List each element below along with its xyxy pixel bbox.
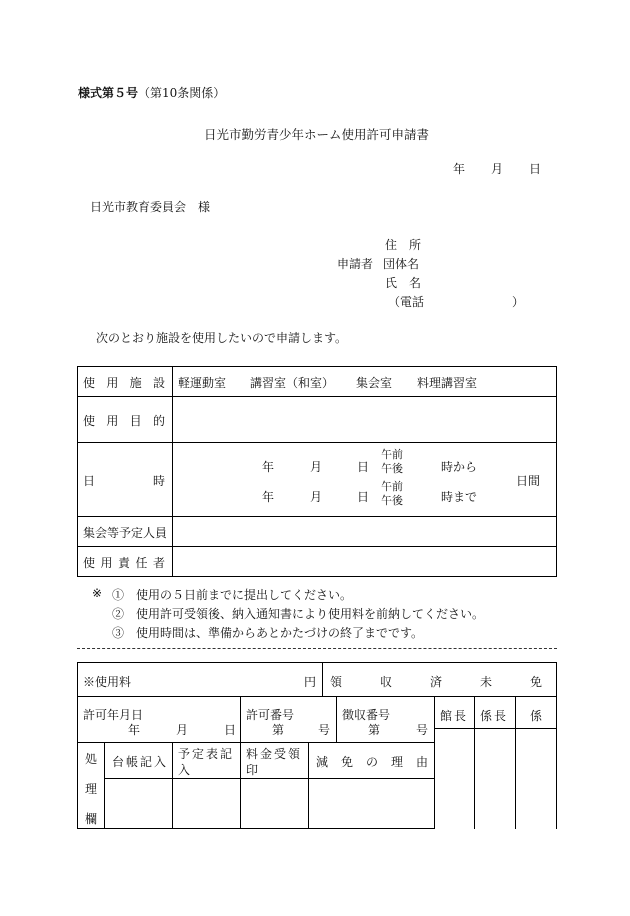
responsible-field[interactable] (173, 547, 555, 575)
notes-mark: ※ (92, 586, 103, 600)
intro-text: 次のとおり施設を使用したいので申請します。 (96, 331, 348, 345)
receipt-status: 領 収 済 未 免 (330, 675, 542, 689)
phone-open: （電話 (388, 295, 425, 309)
purpose-label: 使 用 目 的 (83, 414, 165, 428)
receipt-no-label: 徴収番号 (342, 708, 391, 722)
fee-receipt-label-2: 印 (246, 763, 259, 777)
from-month: 月 (310, 460, 323, 474)
to-suffix: 時まで (441, 490, 478, 504)
document-title: 日光市勤労青少年ホーム使用許可申請書 (204, 127, 430, 142)
form-number (78, 84, 225, 101)
phone-close: ） (512, 295, 525, 309)
attendees-label: 集会等予定人員 (83, 526, 168, 540)
processing-label-2: 理 (85, 782, 98, 796)
processing-label-1: 処 (85, 752, 98, 766)
ledger-label: 台帳記入 (112, 755, 169, 769)
from-am: 午前 (381, 448, 403, 461)
form-reference: （第10条関係） (138, 86, 226, 100)
approver-staff: 係 (530, 709, 543, 723)
permit-date-label: 許可年月日 (83, 708, 144, 722)
permit-no-prefix: 第 (272, 723, 285, 737)
date-day: 日 (529, 162, 542, 176)
from-suffix: 時から (441, 460, 478, 474)
facility-option-lecture-room[interactable]: 講習室（和室） (250, 376, 335, 390)
organization-label: 団体名 (383, 257, 420, 271)
facility-option-meeting-room[interactable]: 集会室 (356, 376, 393, 390)
to-month: 月 (310, 490, 323, 504)
permit-day: 日 (224, 723, 237, 737)
approver-chief: 係長 (480, 709, 509, 723)
permit-no-label: 許可番号 (246, 708, 295, 722)
note-item: ② 使用許可受領後、納入通知書により使用料を前納してください。 (112, 607, 485, 621)
form-label: 様式第５号 (78, 86, 139, 100)
schedule-label-1: 予定表記 (178, 747, 235, 761)
receipt-no-prefix: 第 (368, 723, 381, 737)
to-pm: 午後 (381, 494, 403, 507)
receipt-no-suffix: 号 (416, 723, 429, 737)
fee-label: ※使用料 (83, 675, 132, 689)
facility-option-light-exercise[interactable]: 軽運動室 (178, 376, 227, 390)
attendees-field[interactable] (173, 517, 555, 545)
addressee: 日光市教育委員会 様 (90, 200, 211, 214)
datetime-label: 日 時 (83, 474, 165, 488)
to-am: 午前 (381, 480, 403, 493)
from-pm: 午後 (381, 462, 403, 475)
permit-month: 月 (176, 723, 189, 737)
address-label: 住 所 (385, 238, 422, 252)
date-year: 年 (453, 162, 466, 176)
fee-receipt-label-1: 料金受領 (246, 747, 303, 761)
facility-option-cooking-room[interactable]: 料理講習室 (417, 376, 478, 390)
note-item: ③ 使用時間は、準備からあとかたづけの終了までです。 (112, 626, 424, 640)
facility-label: 使 用 施 設 (83, 376, 165, 390)
permit-no-suffix: 号 (318, 723, 331, 737)
permit-year: 年 (128, 723, 141, 737)
cut-line (77, 648, 557, 649)
processing-label-3: 欄 (85, 812, 98, 826)
from-year: 年 (262, 460, 275, 474)
from-day: 日 (357, 460, 370, 474)
yen-label: 円 (304, 675, 317, 689)
approver-director: 館長 (440, 709, 469, 723)
purpose-field[interactable] (173, 397, 555, 441)
schedule-label-2: 入 (178, 763, 191, 777)
note-item: ① 使用の５日前までに提出してください。 (112, 588, 353, 602)
to-day: 日 (357, 490, 370, 504)
to-year: 年 (262, 490, 275, 504)
applicant-label: 申請者 (337, 257, 374, 271)
days-label: 日間 (516, 474, 541, 488)
name-label: 氏 名 (385, 276, 422, 290)
reduction-reason-label: 減 免 の 理 由 (316, 755, 428, 769)
date-month: 月 (491, 162, 504, 176)
responsible-label: 使 用 責 任 者 (83, 556, 165, 570)
